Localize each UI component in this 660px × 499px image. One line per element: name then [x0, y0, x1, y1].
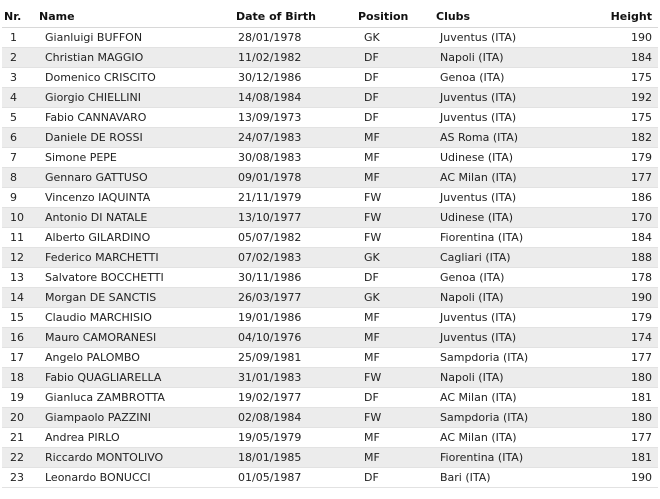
player-height: 190: [564, 468, 658, 488]
player-name: Gennaro GATTUSO: [39, 168, 236, 188]
player-name: Giampaolo PAZZINI: [39, 408, 236, 428]
player-number: 23: [2, 468, 39, 488]
header-height: Height: [564, 6, 658, 28]
player-number: 12: [2, 248, 39, 268]
header-nr: Nr.: [2, 6, 39, 28]
player-club: Napoli (ITA): [436, 368, 564, 388]
player-position: FW: [358, 228, 436, 248]
player-position: MF: [358, 168, 436, 188]
player-dob: 05/07/1982: [236, 228, 358, 248]
player-dob: 09/01/1978: [236, 168, 358, 188]
player-height: 170: [564, 208, 658, 228]
header-name: Name: [39, 6, 236, 28]
player-dob: 04/10/1976: [236, 328, 358, 348]
player-name: Fabio CANNAVARO: [39, 108, 236, 128]
player-number: 16: [2, 328, 39, 348]
player-height: 192: [564, 88, 658, 108]
player-club: Sampdoria (ITA): [436, 348, 564, 368]
player-position: MF: [358, 348, 436, 368]
player-name: Andrea PIRLO: [39, 428, 236, 448]
player-name: Leonardo BONUCCI: [39, 468, 236, 488]
player-dob: 30/12/1986: [236, 68, 358, 88]
player-position: GK: [358, 248, 436, 268]
player-dob: 21/11/1979: [236, 188, 358, 208]
table-row: [2, 168, 658, 188]
table-row: [2, 68, 658, 88]
player-name: Riccardo MONTOLIVO: [39, 448, 236, 468]
player-number: 11: [2, 228, 39, 248]
player-position: GK: [358, 28, 436, 48]
player-dob: 02/08/1984: [236, 408, 358, 428]
player-number: 6: [2, 128, 39, 148]
player-number: 5: [2, 108, 39, 128]
player-number: 8: [2, 168, 39, 188]
player-position: DF: [358, 108, 436, 128]
player-dob: 31/01/1983: [236, 368, 358, 388]
player-club: Sampdoria (ITA): [436, 408, 564, 428]
player-name: Angelo PALOMBO: [39, 348, 236, 368]
table-row: [2, 348, 658, 368]
player-dob: 30/08/1983: [236, 148, 358, 168]
player-height: 174: [564, 328, 658, 348]
player-height: 184: [564, 48, 658, 68]
player-height: 179: [564, 148, 658, 168]
player-club: Juventus (ITA): [436, 88, 564, 108]
player-number: 10: [2, 208, 39, 228]
player-club: Genoa (ITA): [436, 68, 564, 88]
table-row: [2, 128, 658, 148]
player-number: 15: [2, 308, 39, 328]
player-height: 175: [564, 108, 658, 128]
player-name: Antonio DI NATALE: [39, 208, 236, 228]
player-number: 22: [2, 448, 39, 468]
player-name: Federico MARCHETTI: [39, 248, 236, 268]
player-height: 175: [564, 68, 658, 88]
player-position: DF: [358, 468, 436, 488]
player-number: 14: [2, 288, 39, 308]
table-row: [2, 448, 658, 468]
player-number: 19: [2, 388, 39, 408]
player-height: 177: [564, 428, 658, 448]
player-number: 17: [2, 348, 39, 368]
player-name: Morgan DE SANCTIS: [39, 288, 236, 308]
table-row: [2, 108, 658, 128]
player-number: 21: [2, 428, 39, 448]
player-club: Udinese (ITA): [436, 148, 564, 168]
player-name: Christian MAGGIO: [39, 48, 236, 68]
player-name: Salvatore BOCCHETTI: [39, 268, 236, 288]
header-dob: Date of Birth: [236, 6, 358, 28]
table-row: [2, 48, 658, 68]
player-dob: 07/02/1983: [236, 248, 358, 268]
header-clubs: Clubs: [436, 6, 564, 28]
player-position: FW: [358, 368, 436, 388]
player-height: 190: [564, 288, 658, 308]
table-row: [2, 28, 658, 48]
player-club: Napoli (ITA): [436, 48, 564, 68]
header-position: Position: [358, 6, 436, 28]
player-club: Fiorentina (ITA): [436, 228, 564, 248]
player-dob: 26/03/1977: [236, 288, 358, 308]
player-name: Simone PEPE: [39, 148, 236, 168]
player-name: Gianluca ZAMBROTTA: [39, 388, 236, 408]
player-position: MF: [358, 448, 436, 468]
player-dob: 13/09/1973: [236, 108, 358, 128]
player-club: AC Milan (ITA): [436, 168, 564, 188]
player-name: Alberto GILARDINO: [39, 228, 236, 248]
player-height: 186: [564, 188, 658, 208]
player-height: 181: [564, 388, 658, 408]
player-position: FW: [358, 188, 436, 208]
player-dob: 19/02/1977: [236, 388, 358, 408]
player-name: Giorgio CHIELLINI: [39, 88, 236, 108]
player-club: Juventus (ITA): [436, 328, 564, 348]
player-club: Juventus (ITA): [436, 308, 564, 328]
player-dob: 18/01/1985: [236, 448, 358, 468]
player-number: 13: [2, 268, 39, 288]
player-club: Juventus (ITA): [436, 188, 564, 208]
header-row: [2, 6, 658, 28]
player-number: 18: [2, 368, 39, 388]
player-height: 184: [564, 228, 658, 248]
player-name: Claudio MARCHISIO: [39, 308, 236, 328]
player-dob: 14/08/1984: [236, 88, 358, 108]
player-number: 4: [2, 88, 39, 108]
player-dob: 11/02/1982: [236, 48, 358, 68]
player-number: 7: [2, 148, 39, 168]
table-row: [2, 468, 658, 488]
player-name: Gianluigi BUFFON: [39, 28, 236, 48]
player-position: MF: [358, 128, 436, 148]
player-height: 180: [564, 368, 658, 388]
player-dob: 25/09/1981: [236, 348, 358, 368]
player-name: Vincenzo IAQUINTA: [39, 188, 236, 208]
player-height: 182: [564, 128, 658, 148]
player-club: Juventus (ITA): [436, 108, 564, 128]
player-club: Napoli (ITA): [436, 288, 564, 308]
player-dob: 24/07/1983: [236, 128, 358, 148]
player-position: DF: [358, 268, 436, 288]
squad-table: [2, 6, 658, 488]
player-height: 177: [564, 168, 658, 188]
player-dob: 01/05/1987: [236, 468, 358, 488]
player-height: 178: [564, 268, 658, 288]
player-position: DF: [358, 88, 436, 108]
player-height: 177: [564, 348, 658, 368]
player-club: Bari (ITA): [436, 468, 564, 488]
player-position: GK: [358, 288, 436, 308]
player-number: 2: [2, 48, 39, 68]
player-club: Udinese (ITA): [436, 208, 564, 228]
player-number: 3: [2, 68, 39, 88]
table-row: [2, 308, 658, 328]
table-row: [2, 88, 658, 108]
player-position: DF: [358, 68, 436, 88]
player-name: Fabio QUAGLIARELLA: [39, 368, 236, 388]
player-position: MF: [358, 428, 436, 448]
table-row: [2, 328, 658, 348]
table-row: [2, 188, 658, 208]
player-dob: 19/05/1979: [236, 428, 358, 448]
player-height: 180: [564, 408, 658, 428]
player-position: FW: [358, 408, 436, 428]
player-club: Juventus (ITA): [436, 28, 564, 48]
player-height: 181: [564, 448, 658, 468]
table-row: [2, 388, 658, 408]
table-row: [2, 268, 658, 288]
player-number: 20: [2, 408, 39, 428]
player-club: Cagliari (ITA): [436, 248, 564, 268]
player-position: MF: [358, 308, 436, 328]
player-club: Genoa (ITA): [436, 268, 564, 288]
player-position: DF: [358, 388, 436, 408]
player-height: 190: [564, 28, 658, 48]
table-row: [2, 228, 658, 248]
player-height: 179: [564, 308, 658, 328]
player-club: AS Roma (ITA): [436, 128, 564, 148]
player-number: 9: [2, 188, 39, 208]
player-name: Domenico CRISCITO: [39, 68, 236, 88]
table-row: [2, 248, 658, 268]
player-position: MF: [358, 148, 436, 168]
player-number: 1: [2, 28, 39, 48]
table-row: [2, 408, 658, 428]
player-position: DF: [358, 48, 436, 68]
player-dob: 13/10/1977: [236, 208, 358, 228]
table-row: [2, 288, 658, 308]
player-dob: 28/01/1978: [236, 28, 358, 48]
table-row: [2, 148, 658, 168]
player-dob: 30/11/1986: [236, 268, 358, 288]
player-club: Fiorentina (ITA): [436, 448, 564, 468]
player-name: Daniele DE ROSSI: [39, 128, 236, 148]
player-name: Mauro CAMORANESI: [39, 328, 236, 348]
player-club: AC Milan (ITA): [436, 428, 564, 448]
table-row: [2, 428, 658, 448]
player-position: FW: [358, 208, 436, 228]
player-club: AC Milan (ITA): [436, 388, 564, 408]
table-row: [2, 208, 658, 228]
player-position: MF: [358, 328, 436, 348]
table-row: [2, 368, 658, 388]
player-dob: 19/01/1986: [236, 308, 358, 328]
player-height: 188: [564, 248, 658, 268]
